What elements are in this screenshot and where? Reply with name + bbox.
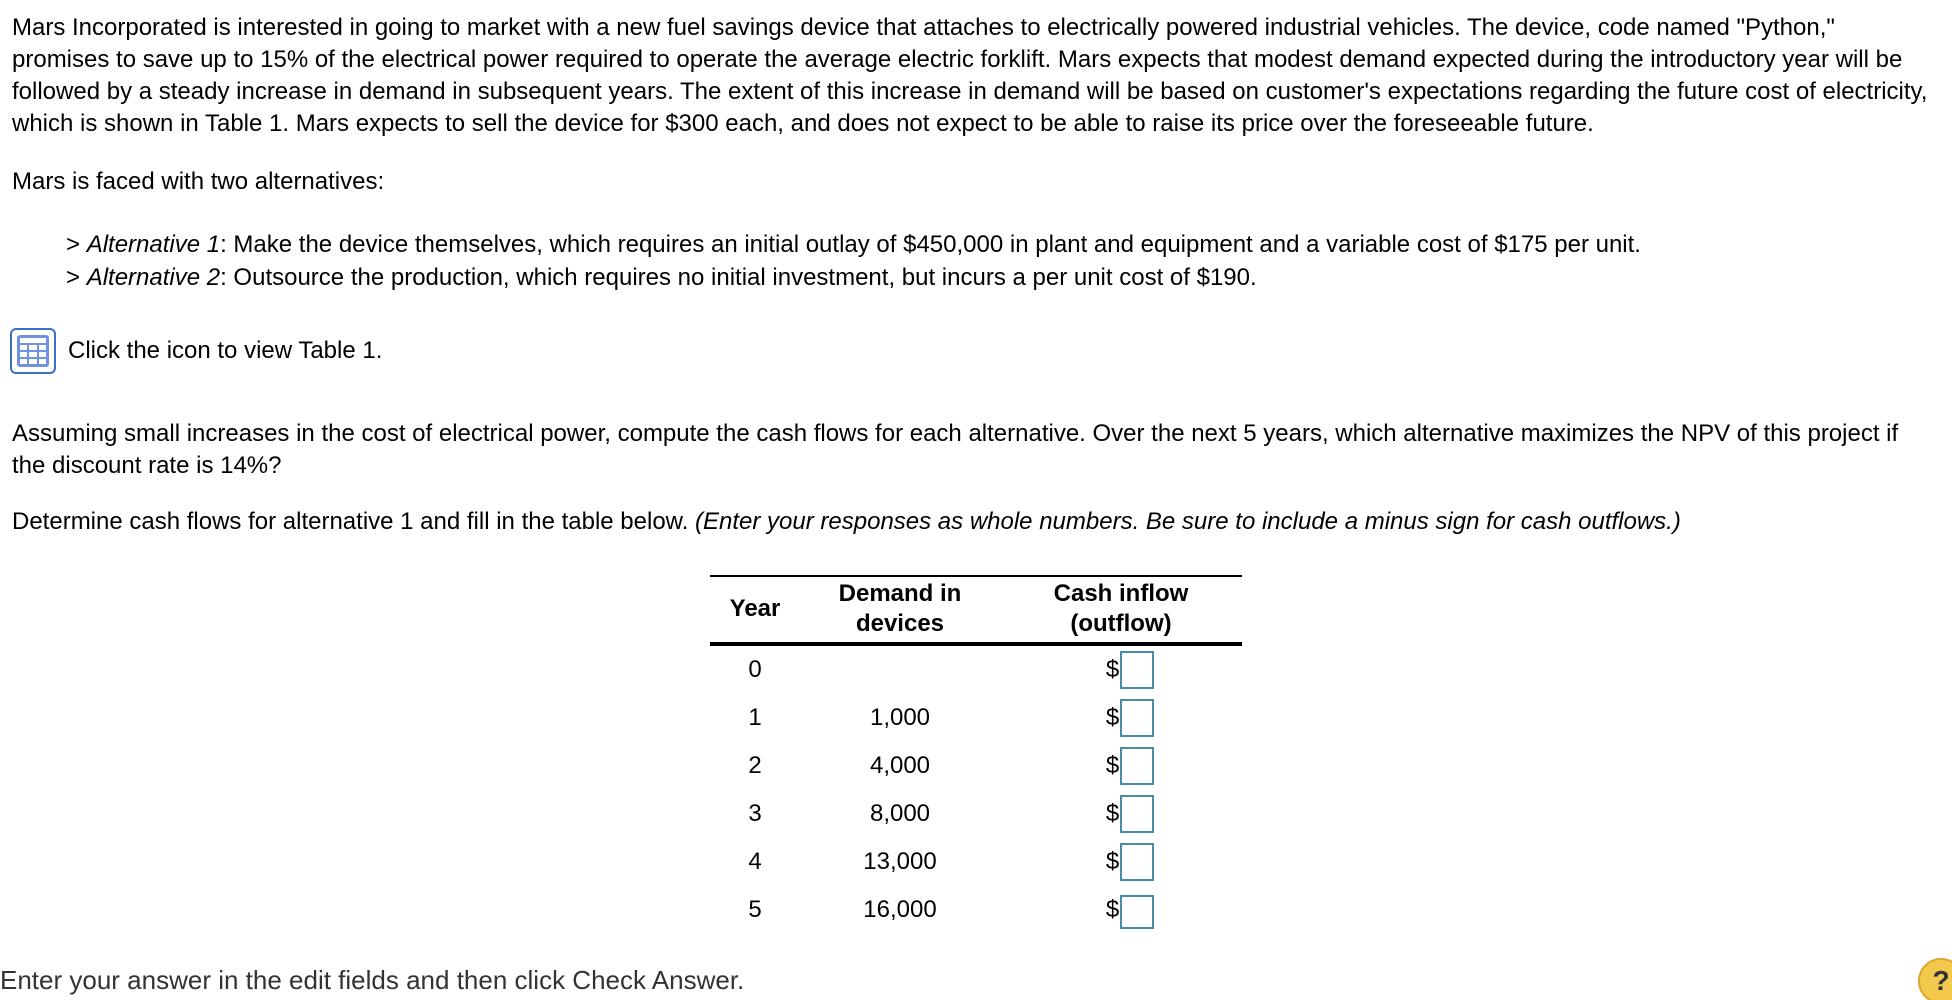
table-row (710, 742, 1242, 790)
alternative-prefix: > (66, 231, 81, 258)
footer-instruction: Enter your answer in the edit fields and then click Check Answer. (0, 965, 745, 995)
dollar-sign: $ (1105, 704, 1120, 731)
alternative-1 (66, 228, 1932, 261)
alternatives-list (66, 228, 1932, 294)
dollar-sign: $ (1105, 752, 1120, 779)
header-demand (800, 576, 1000, 644)
cash-flow-input-year-0[interactable] (1120, 651, 1154, 689)
table-link-row (10, 328, 1932, 374)
alternative-2 (66, 261, 1932, 294)
header-year: Year (710, 576, 800, 644)
header-cash-line2: (outflow) (1070, 610, 1172, 637)
table-row (710, 644, 1242, 694)
alternative-text: : Make the device themselves, which requires an initial outlay of $450,000 in plant and equipment and a variable cost of $175 per unit. (220, 231, 1641, 258)
cash-flow-input-year-3[interactable] (1120, 795, 1154, 833)
cash-flow-table (710, 575, 1242, 934)
cash-cell (1000, 742, 1242, 790)
table-row (710, 886, 1242, 934)
alternative-name: Alternative 1 (86, 231, 221, 258)
year-cell: 4 (748, 848, 762, 875)
dollar-sign: $ (1105, 896, 1120, 923)
instruction-text (12, 506, 1932, 538)
table-row (710, 790, 1242, 838)
question-content (12, 12, 1932, 538)
cash-flow-input-year-2[interactable] (1120, 747, 1154, 785)
intro-paragraph: Mars Incorporated is interested in going to market with a new fuel savings device that attaches to electrically powered industrial vehicles. The device, code named "Python," promises to save up to 15% of the electrical power required to operate the average electric forklift. Mars expects that modest demand expected during the introductory year will be followed by a steady increase in demand in subsequent years. The extent of this increase in demand will be based on customer's expectations regarding the future cost of electricity, which is shown in Table 1. Mars expects to sell the device for $300 each, and does not expect to be able to raise its price over the foreseeable future. (12, 14, 1928, 137)
alternative-text: : Outsource the production, which requires no initial investment, but incurs a per unit cost of $190. (220, 264, 1257, 291)
table-header-row (710, 576, 1242, 644)
year-cell: 0 (748, 656, 762, 683)
demand-cell: 4,000 (869, 752, 931, 779)
alternative-prefix: > (66, 264, 81, 291)
instruction-hint: (Enter your responses as whole numbers. Be sure to include a minus sign for cash outflows.) (695, 508, 1681, 535)
demand-cell: 1,000 (869, 704, 931, 731)
instruction-main: Determine cash flows for alternative 1 and fill in the table below. (12, 508, 689, 535)
help-button[interactable]: ? (1918, 958, 1952, 1000)
question-text: Assuming small increases in the cost of electrical power, compute the cash flows for each alternative. Over the next 5 years, which alternative maximizes the NPV of this project if the discount rate is 14%? (12, 420, 1899, 479)
dollar-sign: $ (1105, 656, 1120, 683)
year-cell: 5 (748, 896, 762, 923)
header-demand-line1: Demand in (838, 580, 962, 607)
cash-flow-input-year-1[interactable] (1120, 699, 1154, 737)
cash-cell (1000, 644, 1242, 694)
cash-cell (1000, 886, 1242, 934)
dollar-sign: $ (1105, 848, 1120, 875)
table-link-label: Click the icon to view Table 1. (68, 337, 383, 364)
demand-cell: 16,000 (863, 896, 937, 923)
table-row (710, 694, 1242, 742)
cash-cell (1000, 694, 1242, 742)
table-grid-icon[interactable] (10, 328, 56, 374)
demand-cell: 13,000 (863, 848, 937, 875)
cash-cell (1000, 838, 1242, 886)
header-cash-line1: Cash inflow (1053, 580, 1189, 607)
dollar-sign: $ (1105, 800, 1120, 827)
cash-cell (1000, 790, 1242, 838)
alternatives-heading: Mars is faced with two alternatives: (12, 168, 385, 195)
demand-cell: 8,000 (869, 800, 931, 827)
cash-flow-input-year-5[interactable] (1120, 895, 1154, 929)
year-cell: 1 (748, 704, 762, 731)
header-cash (1000, 576, 1242, 644)
header-demand-line2: devices (855, 610, 945, 637)
table-row (710, 838, 1242, 886)
year-cell: 3 (748, 800, 762, 827)
alternative-name: Alternative 2 (86, 264, 221, 291)
demand-cell (800, 644, 1000, 694)
year-cell: 2 (748, 752, 762, 779)
cash-flow-input-year-4[interactable] (1120, 843, 1154, 881)
